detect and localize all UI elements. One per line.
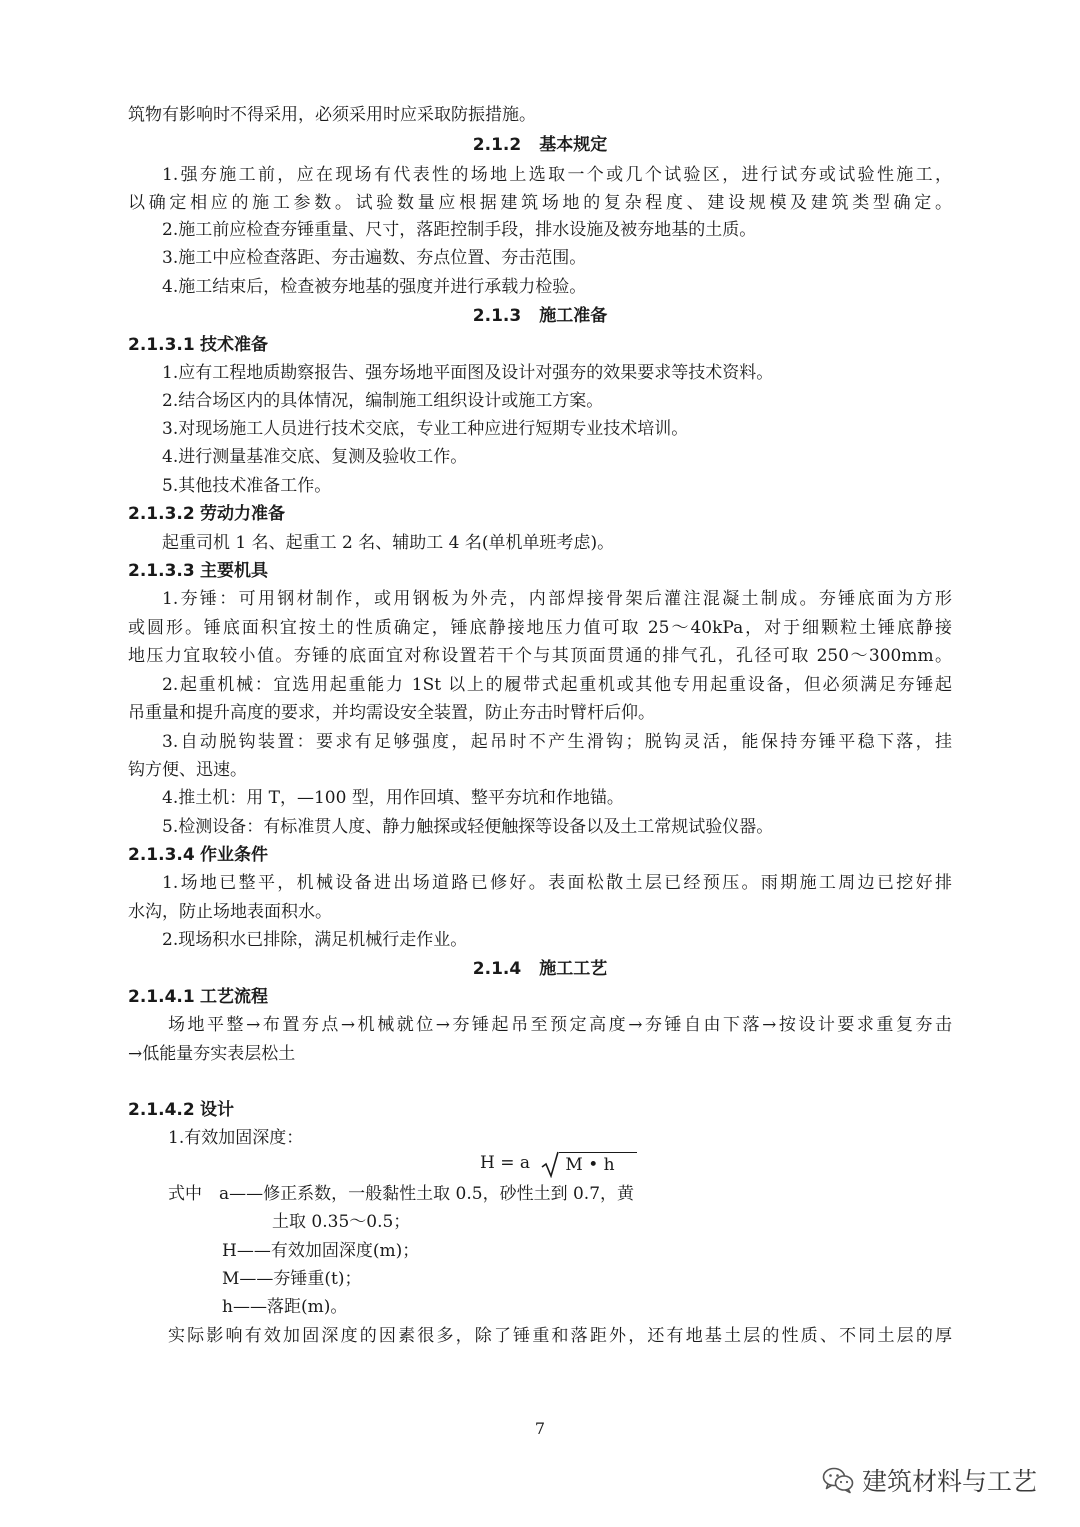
text-line: 场地平整→布置夯点→机械就位→夯锤起吊至预定高度→夯锤自由下落→按设计要求重复夯击 bbox=[168, 1015, 952, 1035]
text-line: 2.起重机械：宜选用起重能力 1St 以上的履带式起重机或其他专用起重设备，但必须满足夯锤起 bbox=[162, 675, 952, 695]
section-title: 施工准备 bbox=[539, 306, 608, 326]
text-line: 5.检测设备：有标准贯人度、静力触探或轻便触探等设备以及土工常规试验仪器。 bbox=[162, 817, 774, 837]
text-line: 1.场地已整平，机械设备进出场道路已修好。表面松散土层已经预压。雨期施工周边已挖好排 bbox=[162, 873, 952, 893]
subsection-title: 技术准备 bbox=[200, 335, 268, 355]
text-line: →低能量夯实表层松土 bbox=[128, 1044, 296, 1064]
text-line: 5.其他技术准备工作。 bbox=[162, 476, 332, 496]
text-line: 3.对现场施工人员进行技术交底，专业工种应进行短期专业技术培训。 bbox=[162, 419, 689, 439]
text-line: 3.施工中应检查落距、夯击遍数、夯点位置、夯击范围。 bbox=[162, 248, 587, 268]
text-line: 筑物有影响时不得采用，必须采用时应采取防振措施。 bbox=[128, 105, 536, 125]
text-line: 1.夯锤：可用钢材制作，或用钢板为外壳，内部焊接骨架后灌注混凝土制成。夯锤底面为方形 bbox=[162, 589, 952, 609]
formula bbox=[480, 1150, 637, 1178]
text-line: 式中 a——修正系数，一般黏性土取 0.5，砂性土到 0.7，黄 bbox=[168, 1184, 635, 1204]
text-line: 或圆形。锤底面积宜按土的性质确定，锤底静接地压力值可取 25～40kPa，对于细颗粒土锤底静接 bbox=[128, 618, 952, 638]
subsection-heading bbox=[128, 843, 952, 867]
text-line: 4.推土机：用 T，—100 型，用作回填、整平夯坑和作地锚。 bbox=[162, 788, 624, 808]
section-title: 基本规定 bbox=[539, 135, 608, 155]
text-line: H——有效加固深度(m)； bbox=[222, 1241, 420, 1261]
subsection-heading bbox=[128, 559, 952, 583]
section-heading bbox=[0, 133, 1080, 157]
subsection-number: 2.1.3.4 bbox=[128, 845, 195, 865]
subsection-title: 工艺流程 bbox=[200, 987, 268, 1007]
text-line: 3.自动脱钩装置：要求有足够强度，起吊时不产生滑钩；脱钩灵活，能保持夯锤平稳下落，挂 bbox=[162, 732, 952, 752]
formula-radicand: M • h bbox=[559, 1152, 636, 1177]
section-heading bbox=[0, 957, 1080, 981]
section-heading bbox=[0, 304, 1080, 328]
text-line: h——落距(m)。 bbox=[222, 1297, 348, 1317]
text-line: 实际影响有效加固深度的因素很多，除了锤重和落距外，还有地基土层的性质、不同土层的厚 bbox=[168, 1326, 952, 1346]
text-line: 水沟，防止场地表面积水。 bbox=[128, 902, 332, 922]
text-line: 1.有效加固深度： bbox=[168, 1128, 304, 1148]
text-line: 地压力宜取较小值。夯锤的底面宜对称设置若干个与其顶面贯通的排气孔，孔径可取 250～300mm。 bbox=[128, 646, 952, 666]
subsection-heading bbox=[128, 1098, 952, 1122]
subsection-heading bbox=[128, 985, 952, 1009]
text-line: 起重司机 1 名、起重工 2 名、辅助工 4 名(单机单班考虑)。 bbox=[162, 533, 615, 553]
text-line: 1.应有工程地质勘察报告、强夯场地平面图及设计对强夯的效果要求等技术资料。 bbox=[162, 363, 774, 383]
text-line: M——夯锤重(t)； bbox=[222, 1269, 362, 1289]
watermark-text: 建筑材料与工艺 bbox=[862, 1467, 1038, 1496]
section-number: 2.1.4 bbox=[472, 959, 522, 979]
page-number: 7 bbox=[534, 1419, 546, 1438]
subsection-number: 2.1.3.2 bbox=[128, 504, 195, 524]
section-number: 2.1.3 bbox=[472, 306, 522, 326]
text-line: 以确定相应的施工参数。试验数量应根据建筑场地的复杂程度、建设规模及建筑类型确定。 bbox=[128, 193, 952, 213]
text-line: 2.结合场区内的具体情况，编制施工组织设计或施工方案。 bbox=[162, 391, 604, 411]
text-line: 2.施工前应检查夯锤重量、尺寸，落距控制手段，排水设施及被夯地基的土质。 bbox=[162, 220, 757, 240]
subsection-title: 设计 bbox=[200, 1100, 234, 1120]
formula-lhs: H = a bbox=[480, 1153, 531, 1173]
subsection-number: 2.1.3.3 bbox=[128, 561, 195, 581]
text-line: 2.现场积水已排除，满足机械行走作业。 bbox=[162, 930, 468, 950]
text-line: 4.施工结束后，检查被夯地基的强度并进行承载力检验。 bbox=[162, 277, 587, 297]
text-line: 钩方便、迅速。 bbox=[128, 760, 247, 780]
watermark bbox=[822, 1462, 1037, 1498]
subsection-number: 2.1.4.1 bbox=[128, 987, 195, 1007]
text-line: 1.强夯施工前，应在现场有代表性的场地上选取一个或几个试验区，进行试夯或试验性施工， bbox=[162, 165, 952, 185]
subsection-title: 作业条件 bbox=[200, 845, 268, 865]
subsection-number: 2.1.3.1 bbox=[128, 335, 195, 355]
radical-sign-icon bbox=[541, 1150, 559, 1176]
subsection-heading bbox=[128, 333, 952, 357]
subsection-title: 劳动力准备 bbox=[200, 504, 285, 524]
text-line: 土取 0.35～0.5； bbox=[272, 1212, 411, 1232]
subsection-title: 主要机具 bbox=[200, 561, 268, 581]
section-title: 施工工艺 bbox=[539, 959, 608, 979]
text-line: 4.进行测量基准交底、复测及验收工作。 bbox=[162, 447, 468, 467]
text-line: 吊重量和提升高度的要求，并均需设安全装置，防止夯击时臂杆后仰。 bbox=[128, 703, 655, 723]
subsection-number: 2.1.4.2 bbox=[128, 1100, 195, 1120]
wechat-icon bbox=[822, 1466, 854, 1494]
subsection-heading bbox=[128, 502, 952, 526]
section-number: 2.1.2 bbox=[472, 135, 522, 155]
